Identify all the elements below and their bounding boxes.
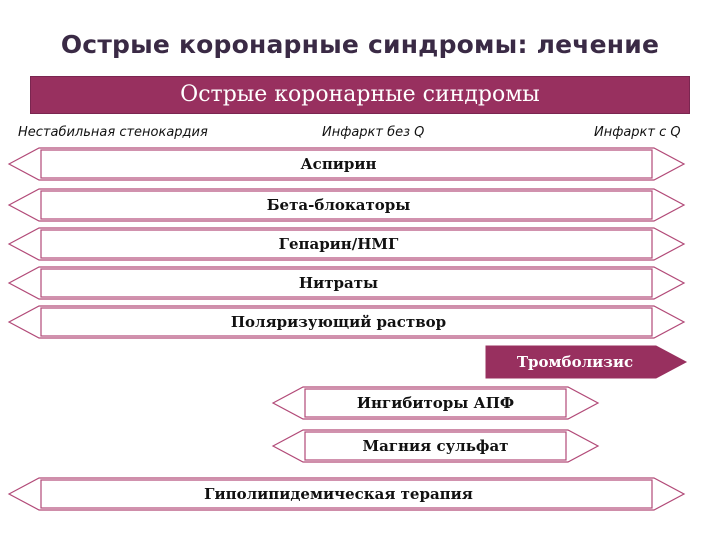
polarizing-solution-arrow <box>9 306 684 338</box>
column-label-non-q-infarction: Инфаркт без Q <box>322 125 425 140</box>
heparin-arrow <box>9 228 684 260</box>
magnesium-sulfate-arrow <box>273 430 598 462</box>
arrow-label: Бета-блокаторы <box>266 196 411 214</box>
ace-inhibitors-arrow <box>273 387 598 419</box>
arrow-label: Гиполипидемическая терапия <box>204 485 473 503</box>
arrow-label: Нитраты <box>298 274 379 292</box>
arrow-label: Магния сульфат <box>362 437 509 455</box>
beta-blockers-arrow <box>9 189 684 221</box>
aspirin-arrow <box>9 148 684 180</box>
lipid-lowering-therapy-arrow <box>9 478 684 510</box>
thrombolysis-arrow <box>486 346 686 378</box>
arrow-label: Гепарин/НМГ <box>278 235 399 253</box>
header-bar: Острые коронарные синдромы <box>30 76 690 114</box>
arrow-label: Тромболизис <box>516 353 634 371</box>
arrow-label: Поляризующий раствор <box>230 313 447 331</box>
nitrates-arrow <box>9 267 684 299</box>
column-label-q-infarction: Инфаркт с Q <box>594 125 681 140</box>
page-title: Острые коронарные синдромы: лечение <box>60 30 660 59</box>
arrow-label: Аспирин <box>300 155 377 173</box>
arrow-label: Ингибиторы АПФ <box>356 394 515 412</box>
column-label-unstable-angina: Нестабильная стенокардия <box>18 125 208 140</box>
